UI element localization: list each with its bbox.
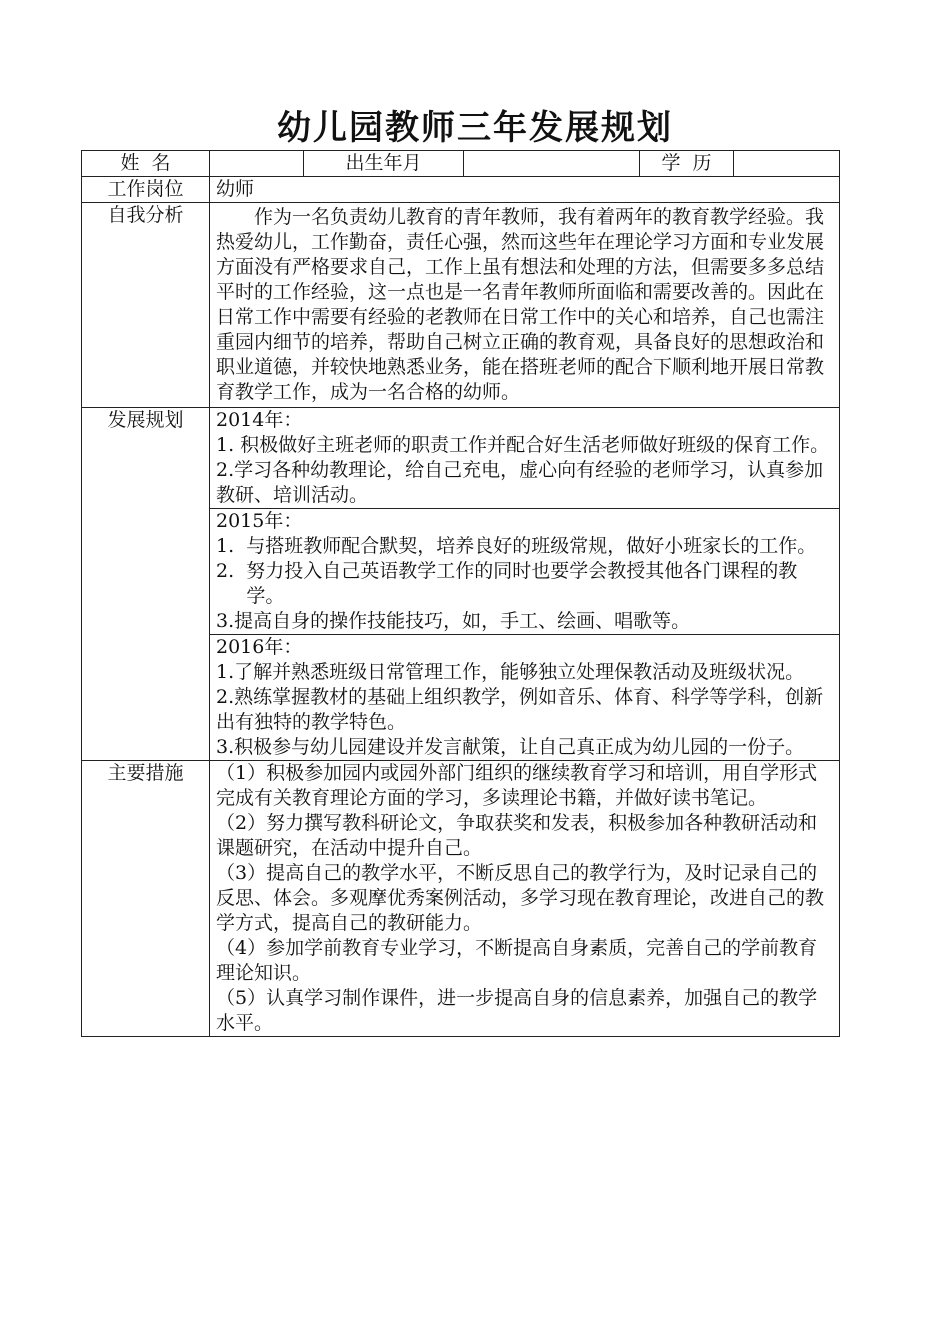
plan-2015-cell	[210, 509, 840, 635]
plan-2016-item: 3.积极参与幼儿园建设并发言献策，让自己真正成为幼儿园的一份子。	[216, 736, 805, 758]
birth-label: 出生年月	[304, 151, 464, 177]
plan-2015-item: 2. 努力投入自己英语教学工作的同时也要学会教授其他各门课程的教学。	[216, 560, 798, 607]
position-value: 幼师	[210, 177, 840, 203]
education-label: 学 历	[640, 151, 734, 177]
self-analysis-text: 作为一名负责幼儿教育的青年教师，我有着两年的教育教学经验。我热爱幼儿，工作勤奋，责任心强，然而这些年在理论学习方面和专业发展方面没有严格要求自己，工作上虽有想法和处理的方法，但需要多多总结平时的工作经验，这一点也是一名青年教师所面临和需要改善的。因此在日常工作中需要有经验的老教师在日常工作中的关心和培养，自己也需注重园内细节的培养，帮助自己树立正确的教育观，具备良好的思想政治和职业道德，并较快地熟悉业务，能在搭班老师的配合下顺利地开展日常教育教学工作，成为一名合格的幼师。	[216, 206, 825, 403]
header-row	[82, 151, 840, 177]
plan-2016-cell	[210, 635, 840, 761]
name-label: 姓 名	[82, 151, 210, 177]
plan-2015-year: 2015年：	[216, 510, 303, 532]
plan-2014-cell	[210, 408, 840, 509]
position-label: 工作岗位	[82, 177, 210, 203]
plan-form-table	[81, 150, 840, 1037]
plan-label: 发展规划	[82, 408, 210, 761]
self-analysis-label: 自我分析	[82, 203, 210, 408]
measures-label: 主要措施	[82, 761, 210, 1037]
birth-value[interactable]	[464, 151, 640, 177]
plan-2014-year: 2014年：	[216, 409, 303, 431]
plan-2016-year: 2016年：	[216, 636, 303, 658]
self-analysis-cell	[210, 203, 840, 408]
plan-2015-item: 3.提高自身的操作技能技巧，如，手工、绘画、唱歌等。	[216, 610, 691, 632]
measure-item: （5）认真学习制作课件，进一步提高自身的信息素养，加强自己的教学水平。	[216, 987, 818, 1034]
plan-2014-item: 1. 积极做好主班老师的职责工作并配合好生活老师做好班级的保育工作。	[216, 434, 830, 456]
plan-2016-item: 2.熟练掌握教材的基础上组织教学，例如音乐、体育、科学等学科，创新出有独特的教学特色。	[216, 686, 824, 733]
measure-item: （1）积极参加园内或园外部门组织的继续教育学习和培训，用自学形式完成有关教育理论方面的学习，多读理论书籍，并做好读书笔记。	[216, 762, 818, 809]
position-row	[82, 177, 840, 203]
measure-item: （3）提高自己的教学水平，不断反思自己的教学行为，及时记录自己的反思、体会。多观摩优秀案例活动，多学习现在教育理论，改进自己的教学方式，提高自己的教研能力。	[216, 862, 825, 934]
measures-cell	[210, 761, 840, 1037]
self-analysis-row	[82, 203, 840, 408]
plan-2014-row	[82, 408, 840, 509]
measure-item: （2）努力撰写教科研论文，争取获奖和发表，积极参加各种教研活动和课题研究，在活动中提升自己。	[216, 812, 818, 859]
measures-row	[82, 761, 840, 1037]
measure-item: （4）参加学前教育专业学习，不断提高自身素质，完善自己的学前教育理论知识。	[216, 937, 818, 984]
education-value[interactable]	[734, 151, 840, 177]
plan-2015-item: 1. 与搭班教师配合默契，培养良好的班级常规，做好小班家长的工作。	[216, 535, 817, 557]
document-title: 幼儿园教师三年发展规划	[277, 108, 673, 148]
name-value[interactable]	[210, 151, 304, 177]
plan-2016-item: 1.了解并熟悉班级日常管理工作，能够独立处理保教活动及班级状况。	[216, 661, 805, 683]
plan-2014-item: 2.学习各种幼教理论，给自己充电，虚心向有经验的老师学习，认真参加教研、培训活动。	[216, 459, 824, 506]
